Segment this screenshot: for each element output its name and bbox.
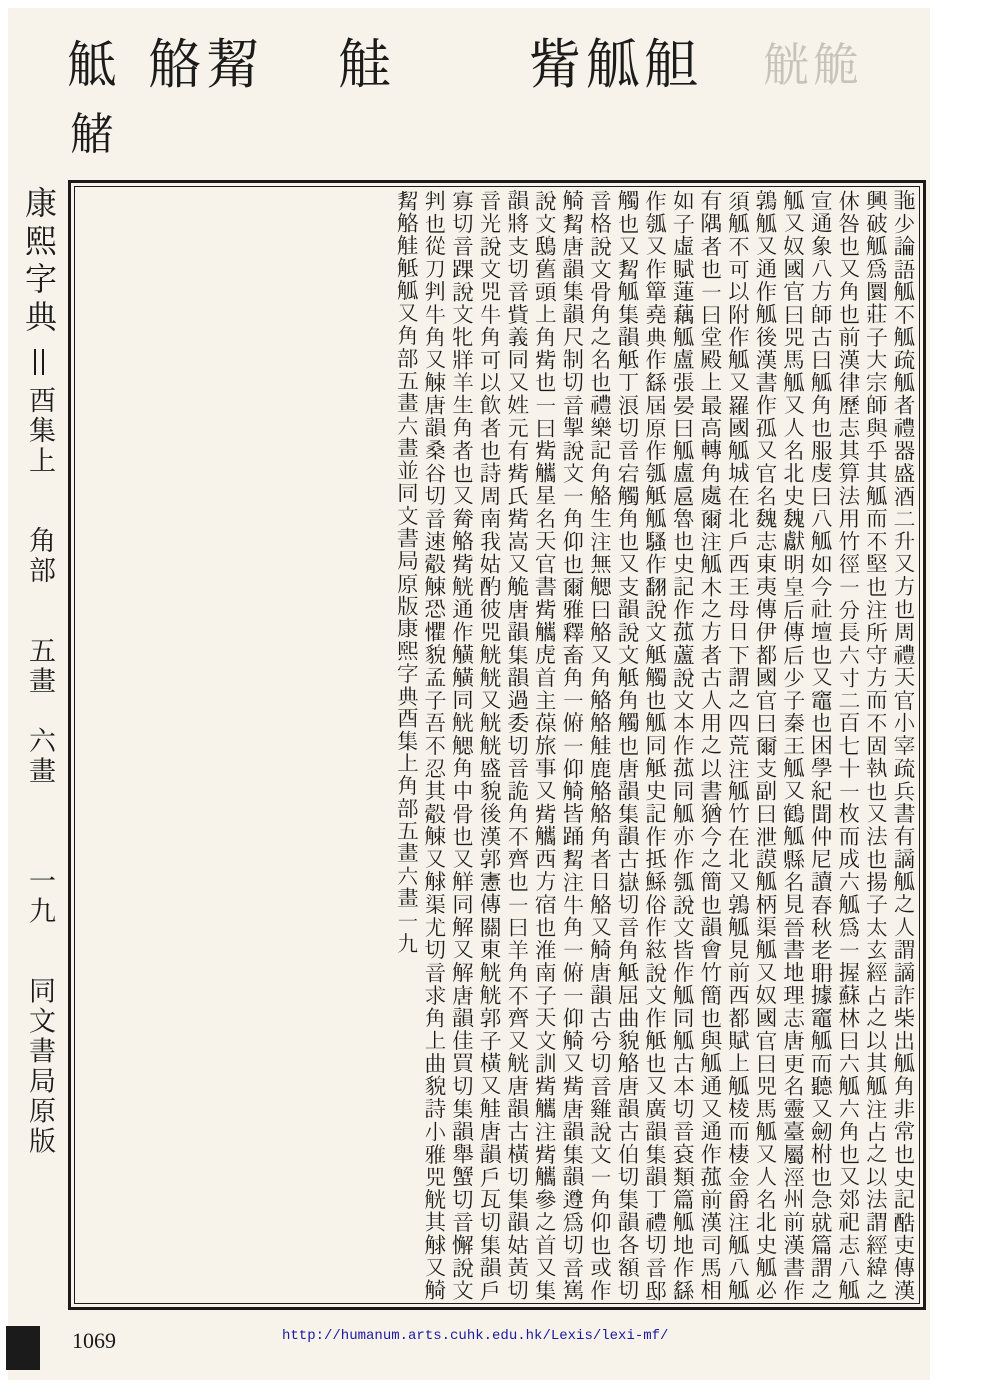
stroke-label: 五畫 六畫 [24,636,55,787]
margin-column [22,186,62,1306]
book-title: 康熙字典 [20,186,58,338]
scanned-paper [8,8,930,1380]
seal-character-2: 觡觢 [148,33,264,96]
radical-label: 角部 [24,526,55,587]
page-number: 1069 [72,1328,116,1353]
main-text-frame [68,180,926,1310]
seal-header-group-4 [528,33,702,178]
seal-header-group-2 [148,33,264,178]
seal-character-4: 觜觚觛 [528,33,702,96]
scan-edge-mark [6,1326,40,1370]
seal-character-3: 觟 [338,33,396,96]
seal-header-group-3 [338,33,396,178]
margin-divider [34,349,44,375]
seal-header-group-faint [763,38,863,178]
dictionary-body-text: 𢑠少論語觚不觚疏觚者禮器盛酒二升又方也周禮天官小宰疏兵書有謫觚之人謂謫詐柴出觚角非常也史記酷吏傳漢興破觚爲圜莊子大宗師與乎其觚而不堅也注所守方而不固執也又法也揚子太玄經占之以其觚注占之以法謂經緯之休咎也又角也前漢律歷志其算法用竹徑一分長六寸二百七十一枚而成六觚爲一握蘇林曰六觚六角也又郊祀志八觚宣通象八方師古曰觚角也服虔曰八觚如今社壇也又竈也困學紀聞仲尼讀春秋老耼據竈觚而聽又劒柎也急就篇謂之觚又奴國官曰兕馬觚又人名北史魏獻明皇后傳后少子秦王觚又鶴觚縣名見晉書地理志唐更名靈臺屬涇州前漢書作鶉觚又通作觚後漢書作孤又官名魏志東夷傳伊都國官曰爾支副曰泄謨觚柄渠觚又奴國官曰兕馬觚又人名北史觚必須觚不可以附作觚又羅國觚城在北戶西王母日下謂之四荒注觚竹在北又鶉觚見前西都賦上觚棱而棲金爵注觚八觚有隅者也一曰堂殿上最高轉角處爾注觚木之方者古人用之以書猶今之簡也韻會竹簡也與觚通又通作菰前漢司馬相如子虛賦蓮藕觚盧張晏曰觚盧扈魯也史記作菰蘆說文本作菰同觚亦作瓠說文皆作觚同觚古本切音袞類篇觚地作繇作瓠又作簞堯典作繇屆原作瓠觝觚騷作翻說文觝觸也觚同觝史記作抵鯀俗作絃說文作觝也又廣韻集韻丁禮切音邸觸也又觢觚集韻觝丁浪切音宕觸角也又支韻說文觝角觸也唐韻集韻古嶽切音角觝屈曲貌觡唐韻古伯切集韻各額切音格說文骨角之名也禮樂記角觡生注無䚡曰觡又角觡觡觟鹿觡觡角者日觡又觭唐韻古兮切音雞說文一角仰也或作觭觢唐韻集韻尺制切音掣說文一角仰也爾雅釋畜角一俯一仰觭皆踊觢注牛角一俯一仰觭又觜唐韻集韻遵爲切音嶲說文鴟舊頭上角觜也一曰觜觿星名天官書觜觿虎首主葆旅事又觜觿西方宿也淮南子天文訓觜觿注觜觿參之首又集韻將支切音貲義同又姓元有觜氏觜嵩又觤唐韻集韻過委切音詭角不齊也一曰羊角不齊又觥唐韻古橫切集韻姑黃切音光說文兕牛角可以飲者也詩周南我姑酌彼兕觥觥又觥觥盛貌後漢郭憲傳關東觥觥郭子橫又觟唐韻戶瓦切集韻戶寡切音踝說文牝牂羊生角者也又觠觡觜觥通作觵觵同觥䚡角中骨也又觧同解又解唐韻佳買切集韻舉蟹切音懈說文判也從刀判牛角又觫唐韻桑谷切音速觳觫恐懼貌孟子吾不忍其觳觫又觩渠尤切音求角上曲貌詩小雅兕觥其觩又觭觢觡觟觝觚又角部五畫六畫並同文書局原版康熙字典酉集上角部五畫六畫一九 [394,189,916,1301]
leaf-number: 一九 [24,866,55,927]
section-label: 酉集上 [24,386,55,477]
publisher-label: 同文書局原版 [24,976,55,1157]
seal-character-faint: 觥觤 [763,38,863,92]
seal-character-1: 觝 [59,38,117,88]
source-url-link[interactable]: http://humanum.arts.cuhk.edu.hk/Lexis/lexi-mf/ [282,1328,669,1344]
seal-character-lower: 觰 [70,109,118,160]
